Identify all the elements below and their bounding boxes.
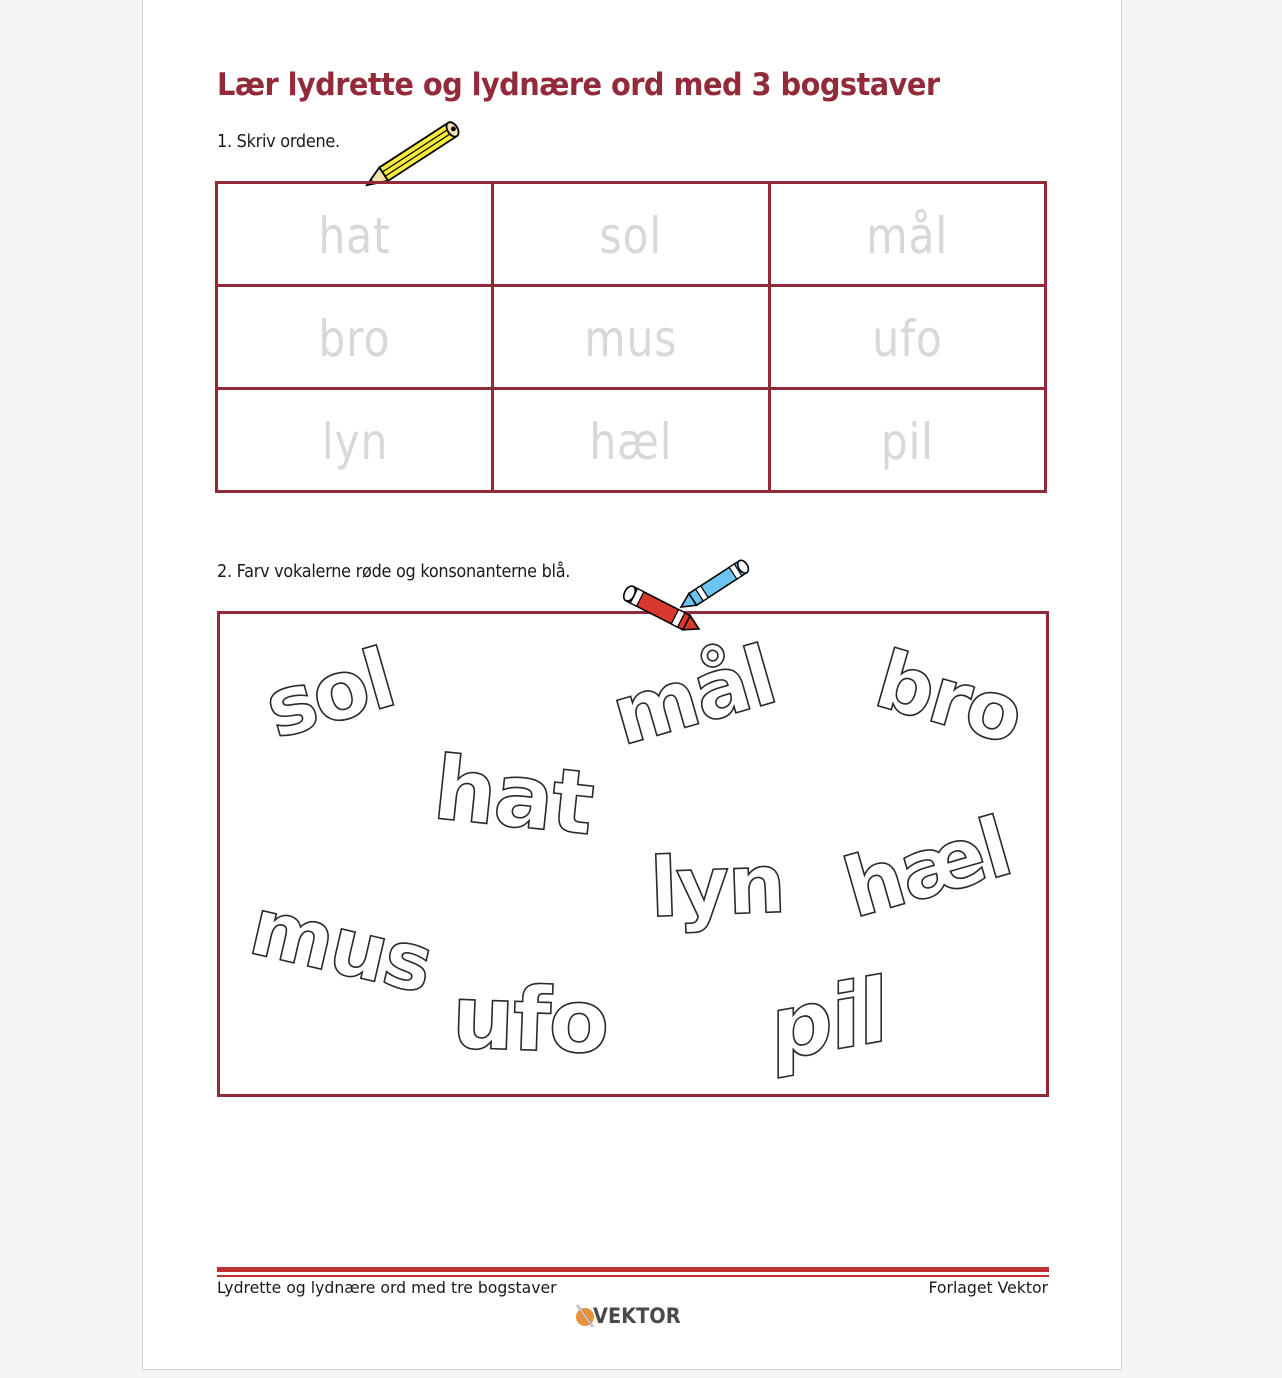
trace-word: sol [599,207,663,265]
outline-word-lyn[interactable]: lyn [648,836,786,937]
trace-word: pil [880,413,934,471]
grid-cell[interactable] [493,389,769,492]
footer-publisher: Forlaget Vektor [928,1278,1048,1297]
footer-document-title: Lydrette og lydnære ord med tre bogstaver [217,1278,557,1297]
outline-word-hat[interactable]: hat [429,736,598,855]
grid-cell[interactable] [217,286,493,389]
outline-word-sol[interactable]: sol [255,631,404,758]
grid-cell[interactable] [217,183,493,286]
trace-word: ufo [872,310,943,368]
footer-divider [217,1267,1049,1272]
outline-word-bro[interactable]: bro [866,632,1032,763]
worksheet-page [142,0,1122,1370]
word-writing-grid [215,181,1047,493]
grid-cell[interactable] [493,183,769,286]
exercise-1-instruction: 1. Skriv ordene. [217,132,340,152]
grid-cell[interactable] [769,286,1045,389]
grid-cell[interactable] [217,389,493,492]
crayons-icon [615,555,765,637]
trace-word: mål [866,207,949,265]
outline-word-hael[interactable]: hæl [833,799,1021,938]
outline-word-mal[interactable]: mål [601,628,785,765]
trace-word: hæl [589,413,673,471]
grid-row [217,183,1046,286]
trace-word: bro [318,310,391,368]
page-title: Lær lydrette og lydnære ord med 3 bogstaver [217,67,940,103]
trace-word: lyn [321,413,388,471]
exercise-2-instruction: 2. Farv vokalerne røde og konsonanterne blå. [217,562,571,582]
grid-row [217,389,1046,492]
trace-word: mus [584,310,678,368]
grid-cell[interactable] [769,183,1045,286]
vektor-logo [573,1299,688,1333]
coloring-area [217,611,1049,1097]
trace-word: hat [318,207,391,265]
grid-row [217,286,1046,389]
vektor-logo-text: VEKTOR [593,1304,681,1328]
outline-word-pil[interactable]: pil [770,957,887,1082]
grid-cell[interactable] [769,389,1045,492]
grid-cell[interactable] [493,286,769,389]
pencil-icon [363,119,463,189]
outline-word-mus[interactable]: mus [241,879,441,1012]
outline-word-ufo[interactable]: ufo [450,965,610,1074]
footer-divider-thin [217,1275,1049,1277]
